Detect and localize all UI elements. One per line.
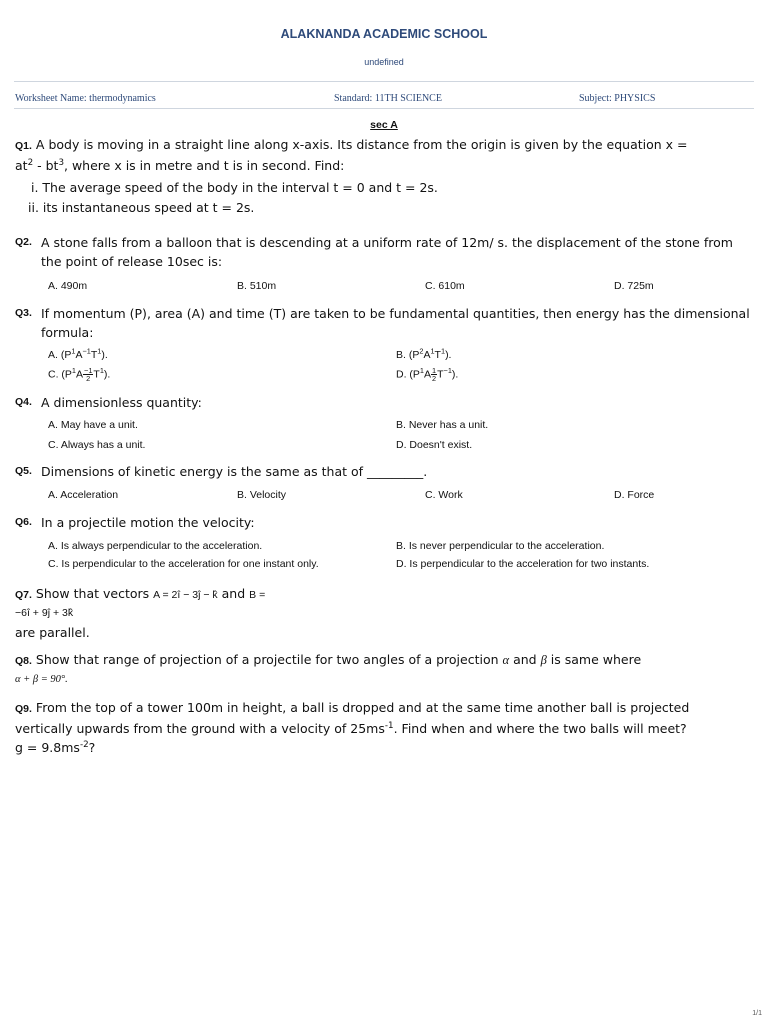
section-title: sec A	[370, 119, 398, 131]
question-number: Q7.	[15, 589, 32, 601]
question-number: Q3.	[15, 307, 32, 319]
q8-equation: α + β = 90°.	[15, 674, 68, 685]
q2-option-d: D. 725m	[614, 280, 654, 292]
subject: Subject: PHYSICS	[579, 93, 656, 104]
page-number: 1/1	[752, 1010, 762, 1017]
q4-option-c: C. Always has a unit.	[48, 439, 146, 451]
question-number: Q8.	[15, 655, 32, 667]
question-text-cont: vertically upwards from the ground with a velocity of $25ms^{-1}$. Find when and where the two balls will meet?	[15, 720, 687, 736]
school-name: ALAKNANDA ACADEMIC SCHOOL	[280, 27, 488, 41]
question-text: If momentum (P), area (A) and time (T) are taken to be fundamental quantities, then energy has the dimensional formula:	[41, 306, 750, 340]
q6-option-b: B. Is never perpendicular to the acceleration.	[396, 540, 605, 552]
q1-part-ii: ii. its instantaneous speed at t = 2s.	[28, 200, 255, 215]
vector-b-value: −6î + 9ĵ + 3k̂	[15, 607, 74, 619]
question-1	[15, 135, 755, 175]
vector-b-label: B =	[249, 589, 266, 601]
question-3	[15, 304, 755, 342]
question-9	[15, 698, 755, 757]
and-word: and	[221, 586, 246, 601]
question-number: Q1.	[15, 140, 32, 152]
question-text: In a projectile motion the velocity:	[41, 515, 255, 530]
question-text: A body is moving in a straight line along x-axis. Its distance from the origin is given by the equation x =	[35, 137, 688, 152]
question-number: Q6.	[15, 516, 32, 528]
q5-option-b: B. Velocity	[237, 489, 287, 501]
question-text: Dimensions of kinetic energy is the same as that of _________.	[41, 464, 428, 479]
q5-option-c: C. Work	[425, 489, 463, 501]
question-text: Show that range of projection of a projectile for two angles of a projection	[35, 652, 499, 667]
question-6	[15, 513, 755, 532]
q5-option-d: D. Force	[614, 489, 655, 501]
q3-option-c: C. ($P^1A$ $\frac{-1}{2}$ $T^1$).	[48, 366, 111, 384]
standard: Standard: 11TH SCIENCE	[334, 93, 442, 104]
q4-option-a: A. May have a unit.	[48, 419, 138, 431]
q1-part-i: i. The average speed of the body in the interval t = 0 and t = 2s.	[31, 180, 438, 195]
question-number: Q9.	[15, 703, 32, 715]
q2-option-a: A. 490m	[48, 280, 88, 292]
question-text: A stone falls from a balloon that is descending at a uniform rate of 12m/ s. the displacement of the stone from the point of release 10sec is:	[41, 235, 733, 269]
fraction-half: $\frac{1}{2}$	[432, 366, 437, 384]
q2-option-c: C. 610m	[425, 280, 465, 292]
q4-option-d: D. Doesn't exist.	[396, 439, 473, 451]
q6-option-a: A. Is always perpendicular to the acceleration.	[48, 540, 263, 552]
q3-option-a: A. $(P^1A^{-1}T^1)$.	[48, 346, 108, 361]
q6-option-d: D. Is perpendicular to the acceleration for two instants.	[396, 558, 650, 570]
question-text-cont: $at^2 - bt^3$, where x is in metre and t is in second. Find:	[15, 157, 345, 173]
q5-option-a: A. Acceleration	[48, 489, 119, 501]
question-number: Q4.	[15, 396, 32, 408]
question-number: Q2.	[15, 236, 32, 248]
q3-option-b: B. $(P^2A^1T^1)$.	[396, 346, 452, 361]
q3-option-d: D. ($P^1A$ $\frac{1}{2}$ $T^{-1}$).	[396, 366, 459, 384]
beta-symbol: β	[540, 653, 547, 667]
header-divider-top	[14, 81, 754, 82]
question-5	[15, 462, 755, 481]
vector-a: A = 2î − 3ĵ − k̂	[153, 589, 218, 601]
question-4	[15, 393, 755, 412]
gravity-value: $g = 9.8ms^{-2}$?	[15, 739, 96, 755]
q7-conclusion: are parallel.	[15, 625, 90, 640]
question-7	[15, 584, 755, 605]
question-text: Show that vectors	[35, 586, 150, 601]
header-divider-bottom	[14, 108, 754, 109]
question-text: A dimensionless quantity:	[41, 395, 202, 410]
question-number: Q5.	[15, 465, 32, 477]
alpha-symbol: α	[502, 653, 510, 667]
question-text-cont: is same where	[550, 652, 642, 667]
subtitle: undefined	[364, 57, 404, 67]
q4-option-b: B. Never has a unit.	[396, 419, 489, 431]
and-word: and	[513, 652, 537, 667]
question-2	[15, 233, 755, 271]
question-8	[15, 650, 755, 671]
question-text: From the top of a tower 100m in height, a ball is dropped and at the same time another ball is projected	[35, 700, 690, 715]
q2-option-b: B. 510m	[237, 280, 277, 292]
fraction-neg-half: $\frac{-1}{2}$	[84, 366, 93, 384]
q6-option-c: C. Is perpendicular to the acceleration for one instant only.	[48, 558, 319, 570]
worksheet-name: Worksheet Name: thermodynamics	[15, 93, 156, 104]
